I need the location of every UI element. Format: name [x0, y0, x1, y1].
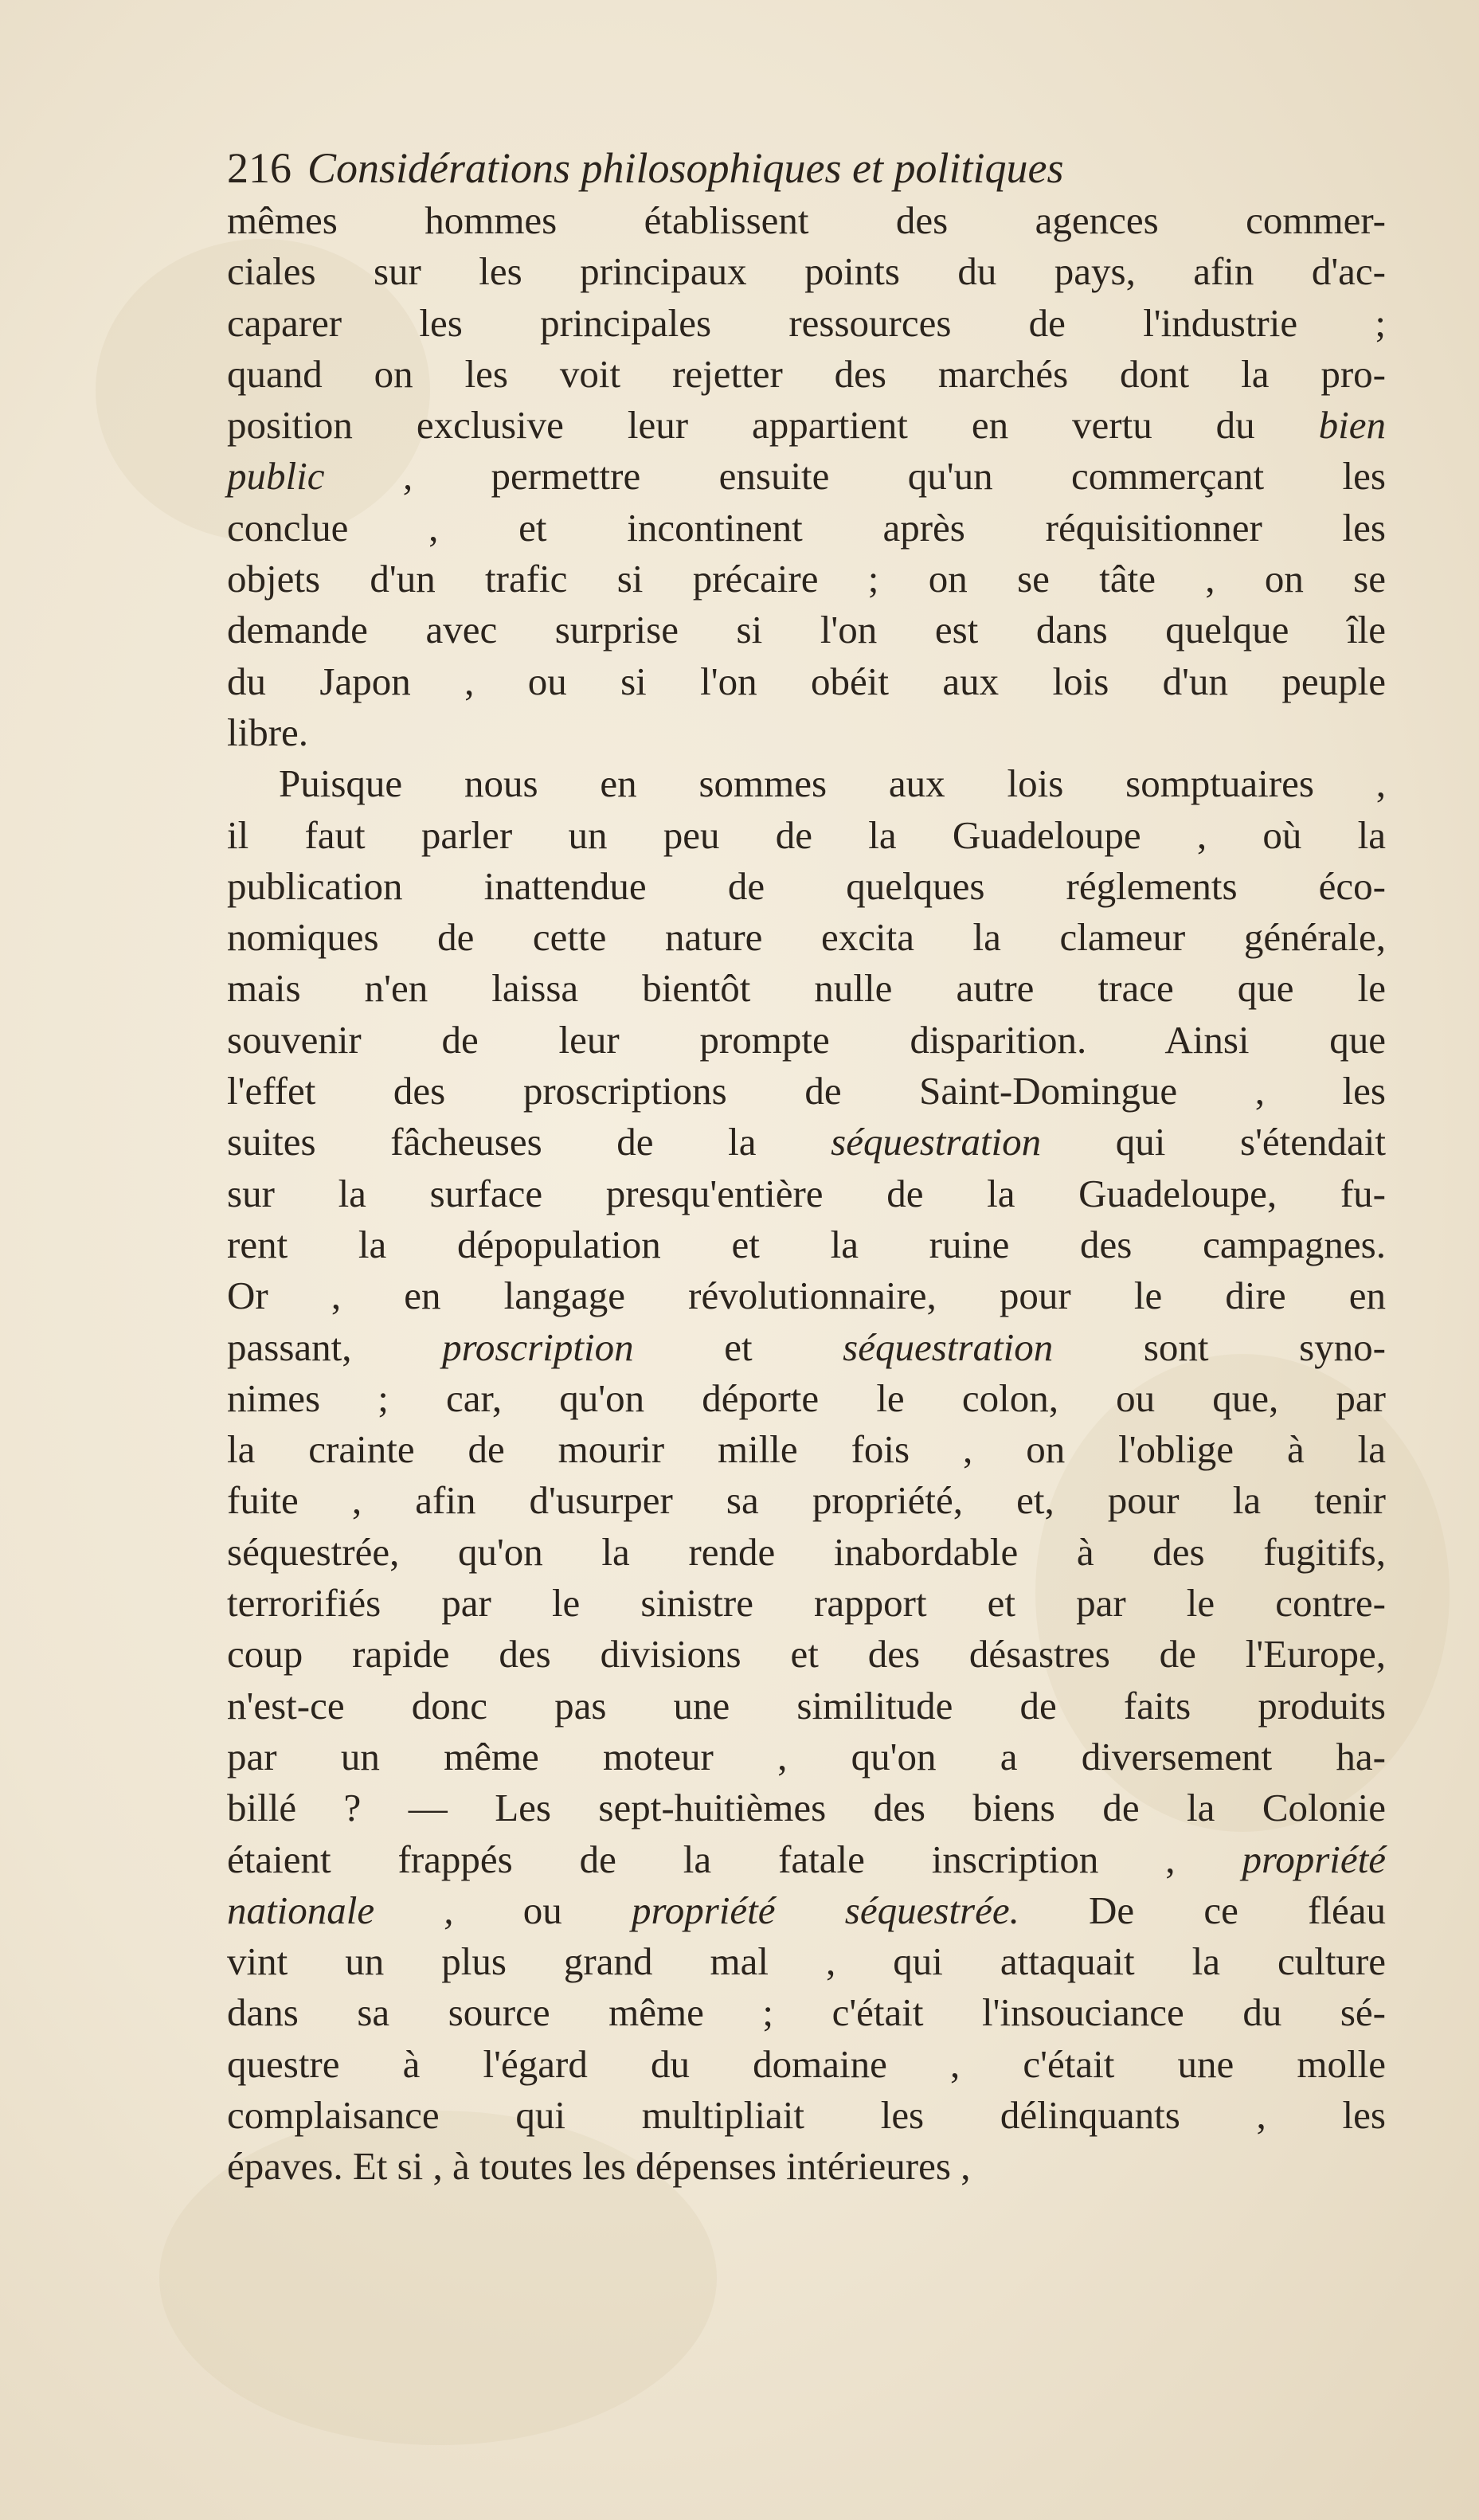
- text-segment: complaisance qui multipliait les délinquants , les: [227, 2092, 1386, 2137]
- text-line: [227, 2039, 1386, 2090]
- text-line: [227, 912, 1386, 963]
- text-segment: Puisque nous en sommes aux lois somptuaires ,: [279, 761, 1386, 806]
- text-line: [227, 195, 1386, 246]
- text-line: [227, 298, 1386, 349]
- text-line: [227, 554, 1386, 605]
- text-segment: épaves. Et si , à toutes les dépenses intérieures ,: [227, 2144, 971, 2189]
- text-segment: vint un plus grand mal , qui attaquait la culture: [227, 1939, 1386, 1984]
- text-line: [227, 503, 1386, 554]
- text-line: [227, 810, 1386, 861]
- text-segment: billé ? — Les sept-huitièmes des biens de la Colonie: [227, 1786, 1386, 1830]
- text-line: [227, 2090, 1386, 2141]
- page-number: 216: [227, 144, 291, 192]
- text-line: [227, 656, 1386, 707]
- text-segment: n'est-ce donc pas une similitude de faits produits: [227, 1683, 1386, 1728]
- running-header: [227, 143, 1398, 193]
- text-line: [227, 707, 1386, 758]
- italic-segment: nationale ,: [227, 1888, 454, 1932]
- text-line: [227, 1322, 1386, 1373]
- italic-segment: propriété: [1242, 1837, 1386, 1881]
- text-segment: séquestrée, qu'on la rende inabordable à des fugitifs,: [227, 1529, 1386, 1574]
- text-line: [227, 1270, 1386, 1321]
- italic-segment: bien: [1318, 403, 1386, 448]
- text-line: [227, 1987, 1386, 2038]
- text-line: [227, 1629, 1386, 1680]
- text-line: [227, 1885, 1386, 1936]
- text-segment: il faut parler un peu de la Guadeloupe , où la: [227, 812, 1386, 857]
- text-line: [227, 1475, 1386, 1526]
- text-segment: ciales sur les principaux points du pays, afin d'ac-: [227, 249, 1386, 294]
- text-segment: sont syno-: [1053, 1325, 1386, 1369]
- text-segment: la crainte de mourir mille fois , on l'oblige à la: [227, 1427, 1386, 1472]
- text-segment: par un même moteur , qu'on a diversement ha-: [227, 1734, 1386, 1778]
- text-line: [227, 861, 1386, 912]
- text-segment: nimes ; car, qu'on déporte le colon, ou que, par: [227, 1375, 1386, 1420]
- text-line: [227, 1066, 1386, 1117]
- text-line: [227, 349, 1386, 400]
- text-segment: Or , en langage révolutionnaire, pour le dire en: [227, 1274, 1386, 1318]
- text-line: [227, 1219, 1386, 1270]
- italic-segment: séquestration: [843, 1325, 1054, 1369]
- text-line: [227, 246, 1386, 297]
- text-segment: mêmes hommes établissent des agences commer-: [227, 198, 1386, 242]
- text-segment: libre.: [227, 710, 309, 754]
- text-line: [227, 1168, 1386, 1219]
- text-segment: souvenir de leur prompte disparition. Ainsi que: [227, 1017, 1386, 1062]
- text-segment: fuite , afin d'usurper sa propriété, et, pour la tenir: [227, 1478, 1386, 1523]
- text-line: [227, 963, 1386, 1014]
- text-segment: permettre ensuite qu'un commerçant les: [413, 454, 1386, 499]
- text-segment: mais n'en laissa bientôt nulle autre trace que le: [227, 966, 1386, 1011]
- text-segment: rent la dépopulation et la ruine des campagnes.: [227, 1222, 1386, 1266]
- running-title: Considérations philosophiques et politiques: [307, 144, 1064, 192]
- italic-segment: propriété séquestrée.: [632, 1888, 1019, 1932]
- italic-segment: public ,: [227, 454, 413, 499]
- text-line: [227, 758, 1386, 809]
- text-line: [227, 451, 1386, 502]
- text-segment: publication inattendue de quelques réglements éco-: [227, 863, 1386, 908]
- text-segment: position exclusive leur appartient en vertu du: [227, 403, 1319, 448]
- text-segment: l'effet des proscriptions de Saint-Domingue , les: [227, 1069, 1386, 1113]
- text-line: [227, 1373, 1386, 1424]
- text-line: [227, 1578, 1386, 1629]
- text-line: [227, 1936, 1386, 1987]
- text-segment: et: [633, 1325, 843, 1369]
- text-segment: dans sa source même ; c'était l'insouciance du sé-: [227, 1990, 1386, 2035]
- text-line: [227, 1527, 1386, 1578]
- body-text: [227, 195, 1386, 2193]
- text-segment: questre à l'égard du domaine , c'était une molle: [227, 2041, 1386, 2086]
- text-line: [227, 605, 1386, 655]
- text-line: [227, 2141, 1386, 2192]
- text-segment: quand on les voit rejetter des marchés dont la pro-: [227, 351, 1386, 396]
- italic-segment: séquestration: [831, 1120, 1042, 1164]
- text-line: [227, 1424, 1386, 1475]
- text-line: [227, 1782, 1386, 1833]
- text-segment: demande avec surprise si l'on est dans quelque île: [227, 608, 1386, 652]
- text-line: [227, 1015, 1386, 1066]
- text-segment: De ce fléau: [1019, 1888, 1387, 1932]
- text-segment: objets d'un trafic si précaire ; on se tâte , on se: [227, 557, 1386, 601]
- text-segment: du Japon , ou si l'on obéit aux lois d'un peuple: [227, 659, 1386, 703]
- text-segment: étaient frappés de la fatale inscription ,: [227, 1837, 1242, 1881]
- text-segment: terrorifiés par le sinistre rapport et par le contre-: [227, 1581, 1386, 1626]
- text-segment: passant,: [227, 1325, 443, 1369]
- text-line: [227, 1732, 1386, 1782]
- text-segment: qui s'étendait: [1041, 1120, 1386, 1164]
- text-segment: caparer les principales ressources de l'industrie ;: [227, 300, 1386, 345]
- text-line: [227, 1117, 1386, 1168]
- text-segment: sur la surface presqu'entière de la Guadeloupe, fu-: [227, 1171, 1386, 1215]
- text-segment: suites fâcheuses de la: [227, 1120, 831, 1164]
- text-segment: nomiques de cette nature excita la clameur générale,: [227, 915, 1386, 960]
- text-segment: conclue , et incontinent après réquisitionner les: [227, 505, 1386, 550]
- text-line: [227, 1681, 1386, 1732]
- text-segment: ou: [453, 1888, 632, 1932]
- text-line: [227, 400, 1386, 451]
- italic-segment: proscription: [442, 1325, 634, 1369]
- text-line: [227, 1834, 1386, 1885]
- text-segment: coup rapide des divisions et des désastres de l'Europe,: [227, 1632, 1386, 1677]
